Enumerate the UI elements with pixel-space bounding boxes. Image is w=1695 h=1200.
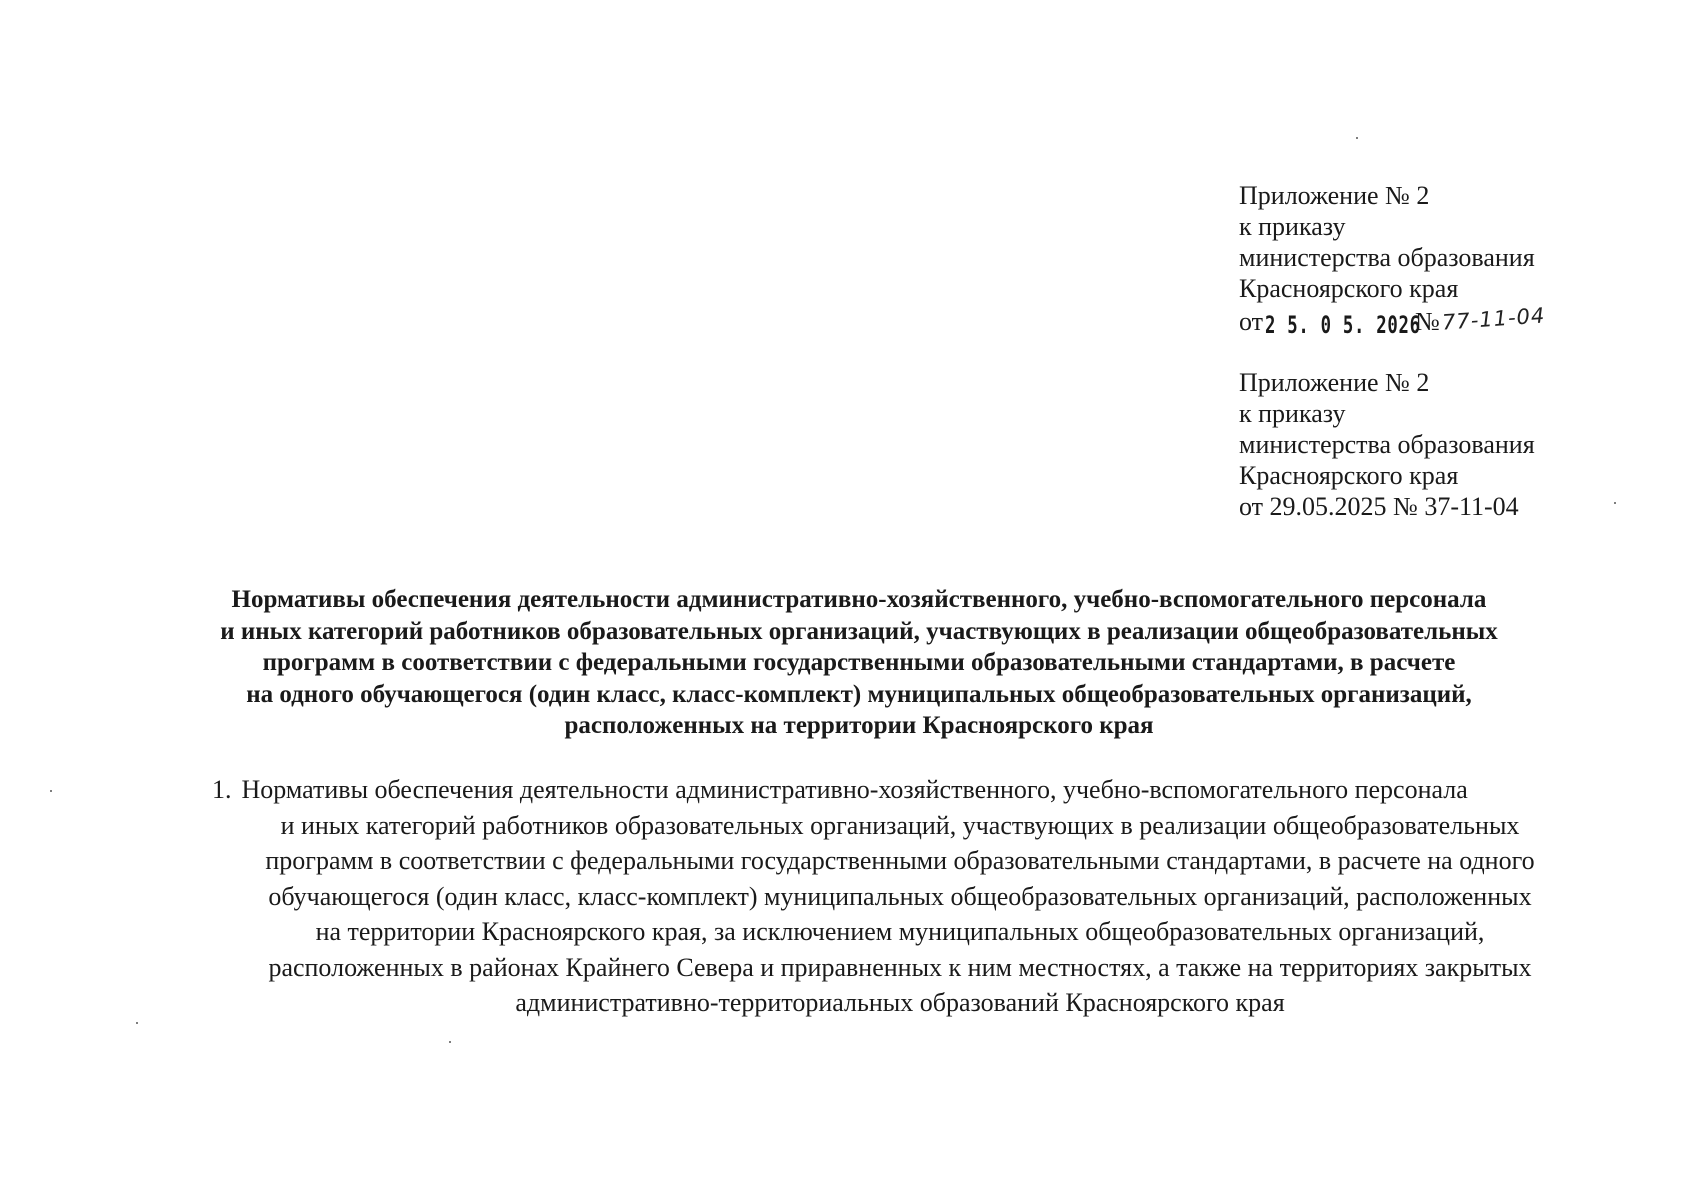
section-1-heading bbox=[200, 772, 1600, 1021]
title-line: расположенных на территории Красноярского края bbox=[564, 712, 1154, 739]
section-line: на территории Красноярского края, за исключением муниципальных общеобразовательных организаций, bbox=[315, 917, 1485, 946]
scan-speck bbox=[449, 1041, 451, 1043]
date-stamp: 2 5. 0 5. 2026 bbox=[1265, 311, 1421, 339]
scan-speck bbox=[50, 790, 52, 792]
section-line bbox=[200, 772, 1600, 808]
title-line: Нормативы обеспечения деятельности административно-хозяйственного, учебно-вспомогательного персонала bbox=[231, 586, 1487, 613]
date-prefix: от bbox=[1239, 307, 1264, 336]
document-title bbox=[120, 584, 1598, 742]
scan-speck bbox=[1614, 502, 1616, 504]
appendix-header-current bbox=[1239, 180, 1545, 341]
region-name: Красноярского края bbox=[1239, 461, 1459, 490]
section-line: и иных категорий работников образовательных организаций, участвующих в реализации общеобразовательных bbox=[280, 810, 1520, 840]
date-stamp-wrap bbox=[1263, 306, 1421, 341]
title-line: программ в соответствии с федеральными государственными образовательными стандартами, в расчете bbox=[262, 649, 1456, 676]
order-reference: к приказу bbox=[1239, 212, 1346, 241]
section-line: расположенных в районах Крайнего Севера и приравненных к ним местностях, а также на территориях закрытых bbox=[268, 952, 1532, 982]
appendix-label: Приложение № 2 bbox=[1239, 181, 1430, 210]
region-name: Красноярского края bbox=[1239, 274, 1459, 303]
appendix-label: Приложение № 2 bbox=[1239, 368, 1430, 397]
section-line: программ в соответствии с федеральными государственными образовательными стандартами, в расчете на одного bbox=[265, 846, 1535, 875]
ministry-name: министерства образования bbox=[1239, 243, 1535, 272]
number-sign: № bbox=[1415, 307, 1440, 336]
section-line: административно-территориальных образований Красноярского края bbox=[515, 988, 1285, 1017]
order-date-line bbox=[1239, 304, 1545, 341]
section-line-text: Нормативы обеспечения деятельности административно-хозяйственного, учебно-вспомогательного персонала bbox=[241, 775, 1468, 804]
title-line: на одного обучающегося (один класс, класс-комплект) муниципальных общеобразовательных организаций, bbox=[246, 680, 1472, 708]
handwritten-order-number: 77-11-04 bbox=[1441, 303, 1546, 335]
order-reference: к приказу bbox=[1239, 399, 1346, 428]
scan-speck bbox=[1356, 137, 1358, 139]
ministry-name: министерства образования bbox=[1239, 430, 1535, 459]
order-date-number: от 29.05.2025 № 37-11-04 bbox=[1239, 492, 1519, 521]
scan-speck bbox=[136, 1022, 138, 1024]
section-line: обучающегося (один класс, класс-комплект) муниципальных общеобразовательных организаций, расположенных bbox=[268, 881, 1532, 911]
title-line: и иных категорий работников образовательных организаций, участвующих в реализации общеобразовательных bbox=[220, 617, 1498, 645]
appendix-header-previous bbox=[1239, 367, 1535, 522]
section-number: 1. bbox=[212, 775, 232, 804]
